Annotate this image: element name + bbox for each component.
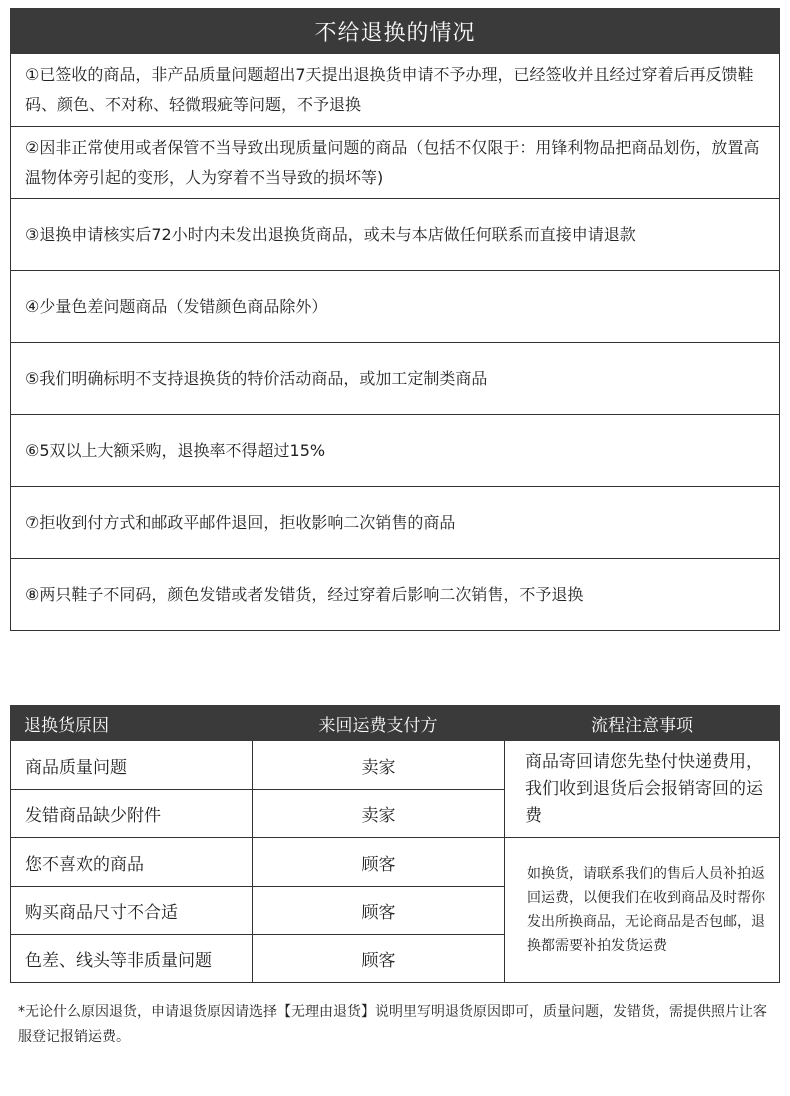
table-row	[11, 789, 505, 837]
no-return-item: ⑦拒收到付方式和邮政平邮件退回，拒收影响二次销售的商品	[11, 486, 779, 558]
reason-cell: 购买商品尺寸不合适	[11, 887, 253, 934]
table-row	[11, 838, 505, 886]
no-return-list	[10, 54, 780, 631]
no-return-item: ②因非正常使用或者保管不当导致出现质量问题的商品（包括不仅限于：用锋利物品把商品划伤，放置高温物体旁引起的变形，人为穿着不当导致的损坏等)	[11, 126, 779, 198]
header-reason: 退换货原因	[24, 715, 109, 736]
no-return-item: ⑥5双以上大额采购，退换率不得超过15%	[11, 414, 779, 486]
payer-cell: 卖家	[253, 741, 505, 789]
payer-cell: 顾客	[253, 935, 505, 982]
table-header	[10, 705, 780, 741]
no-return-item: ④少量色差问题商品（发错颜色商品除外）	[11, 270, 779, 342]
reason-cell: 商品质量问题	[11, 741, 253, 789]
no-return-item: ①已签收的商品，非产品质量问题超出7天提出退换货申请不予办理，已经签收并且经过穿着后再反馈鞋码、颜色、不对称、轻微瑕疵等问题，不予退换	[25, 65, 754, 114]
footnote: *无论什么原因退货，申请退货原因请选择【无理由退货】说明里写明退货原因即可，质量问题，发错货，需提供照片让客服登记报销运费。	[18, 1004, 767, 1045]
notes-cell: 如换货，请联系我们的售后人员补拍返回运费，以便我们在收到商品及时帮你发出所换商品，无论商品是否包邮，退换都需要补拍发货运费	[527, 866, 765, 954]
table-row	[11, 886, 505, 934]
table-row	[11, 741, 505, 789]
header-payer: 来回运费支付方	[318, 715, 438, 736]
header-notes: 流程注意事项	[591, 715, 693, 736]
payer-cell: 顾客	[253, 887, 505, 934]
no-return-item: ⑤我们明确标明不支持退换货的特价活动商品，或加工定制类商品	[11, 342, 779, 414]
reason-cell: 您不喜欢的商品	[11, 838, 253, 886]
reason-cell: 色差、线头等非质量问题	[11, 935, 253, 982]
no-return-item: ⑧两只鞋子不同码，颜色发错或者发错货，经过穿着后影响二次销售，不予退换	[11, 558, 779, 630]
table-row	[11, 934, 505, 982]
no-return-title: 不给退换的情况	[10, 8, 780, 54]
table-group-customer	[11, 837, 779, 982]
reason-cell: 发错商品缺少附件	[11, 790, 253, 837]
table-group-seller	[11, 741, 779, 837]
payer-cell: 顾客	[253, 838, 505, 886]
no-return-item: ③退换申请核实后72小时内未发出退换货商品，或未与本店做任何联系而直接申请退款	[11, 198, 779, 270]
no-return-section	[10, 8, 780, 631]
payer-cell: 卖家	[253, 790, 505, 837]
return-reason-table	[10, 705, 780, 983]
notes-cell: 商品寄回请您先垫付快递费用，我们收到退货后会报销寄回的运费	[525, 751, 763, 826]
table-body	[10, 741, 780, 983]
